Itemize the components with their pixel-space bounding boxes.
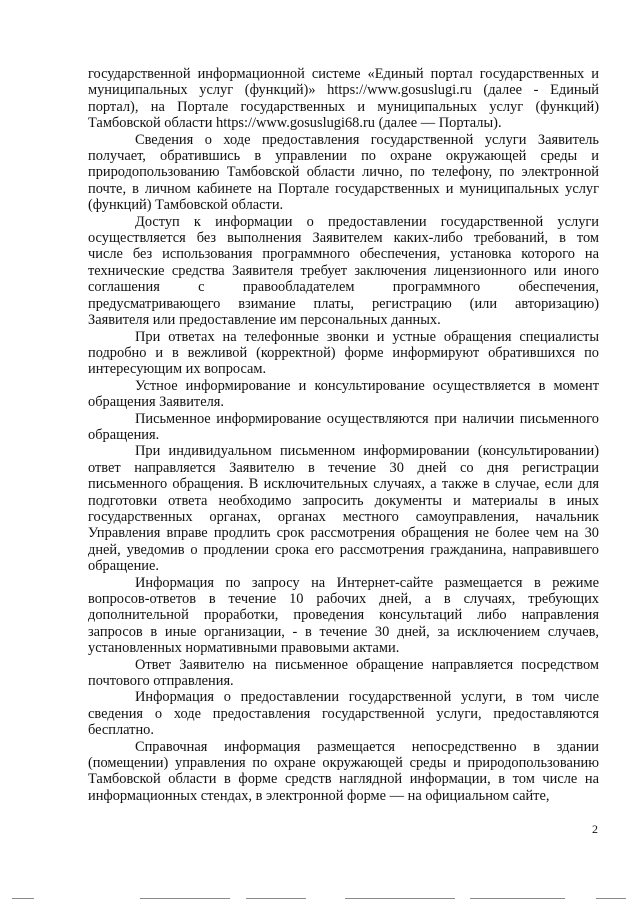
text-line: Справочная информация размещается непосредственно в здании [135, 738, 599, 755]
paragraph [88, 378, 599, 411]
text-line: подготовки ответа необходимо запросить документы и материалы в иных [88, 492, 599, 509]
text-line: числе без использования программного обеспечения, установка которого на [88, 246, 599, 263]
text-line: обращения. [88, 426, 160, 443]
text-line: При ответах на телефонные звонки и устные обращения специалисты [135, 328, 599, 345]
text-line: государственных органах, органах местного самоуправления, начальник [88, 508, 599, 525]
text-line: осуществляется без выполнения Заявителем каких-либо требований, в том [88, 230, 599, 247]
paragraph [88, 443, 599, 574]
text-line: (функций) Тамбовской области. [88, 197, 284, 214]
text-line: Тамбовской области https://www.gosuslugi68.ru (далее — Порталы). [88, 115, 502, 132]
page-number: 2 [592, 822, 598, 836]
text-line: соглашения с правообладателем программного обеспечения, [88, 279, 599, 296]
text-line: Управления вправе продлить срок рассмотрения обращения не более чем на 30 [88, 525, 599, 542]
text-line: портал), на Портале государственных и муниципальных услуг (функций) [88, 98, 599, 115]
text-line: получает, обратившись в управлении по охране окружающей среды и [88, 148, 599, 165]
text-line: обращения Заявителя. [88, 394, 224, 411]
paragraph [88, 739, 599, 805]
text-line: предусматривающего взимание платы, регистрацию (или авторизацию) [88, 295, 599, 312]
text-line: почте, в личном кабинете на Портале государственных и муниципальных услуг [88, 180, 599, 197]
text-line: При индивидуальном письменном информировании (консультировании) [135, 443, 599, 460]
text-line: технические средства Заявителя требует заключения лицензионного или иного [88, 262, 599, 279]
text-line: Доступ к информации о предоставлении государственной услуги [135, 213, 599, 230]
text-line: ответ направляется Заявителю в течение 30 дней со дня регистрации [88, 459, 599, 476]
text-line: бесплатно. [88, 722, 154, 739]
text-line: государственной информационной системе «Единый портал государственных и [88, 66, 599, 82]
text-line: Устное информирование и консультирование осуществляется в момент [135, 377, 599, 394]
scan-edge-marks [0, 896, 640, 902]
text-line: запросов в иные организации, - в течение 30 дней, за исключением случаев, [88, 623, 599, 640]
text-line: Тамбовской области в форме средств наглядной информации, в том числе на [88, 771, 599, 788]
text-line: сведения о ходе предоставления государственной услуги, предоставляются [88, 705, 599, 722]
document-body [88, 66, 599, 804]
text-line: обращение. [88, 558, 159, 575]
text-line: Информация о предоставлении государственной услуги, в том числе [135, 689, 599, 706]
paragraph [88, 689, 599, 738]
paragraph [88, 411, 599, 444]
text-line: интересующим их вопросам. [88, 361, 267, 378]
text-line: Сведения о ходе предоставления государственной услуги Заявитель [135, 131, 599, 148]
text-line: дней, уведомив о продлении срока его рассмотрения гражданина, направившего [88, 541, 599, 558]
text-line: (помещении) управления по охране окружающей среды и природопользованию [88, 755, 599, 772]
paragraph [88, 575, 599, 657]
text-line: подробно и в вежливой (корректной) форме информируют обратившихся по [88, 344, 599, 361]
text-line: вопросов-ответов в течение 10 рабочих дней, а в случаях, требующих [88, 591, 599, 607]
text-line: дополнительной проработки, проведения консультаций либо направления [88, 607, 599, 624]
text-line: почтового отправления. [88, 673, 234, 690]
text-line: природопользованию Тамбовской области лично, по телефону, по электронной [88, 164, 599, 181]
text-line: Письменное информирование осуществляются при наличии письменного [135, 410, 599, 427]
text-line: информационных стендах, в электронной форме — на официальном сайте, [88, 787, 550, 804]
paragraph [88, 66, 599, 132]
paragraph [88, 329, 599, 378]
text-line: муниципальных услуг (функций)» https://www.gosuslugi.ru (далее - Единый [88, 82, 599, 99]
paragraph [88, 657, 599, 690]
text-line: Информация по запросу на Интернет-сайте размещается в режиме [135, 574, 599, 591]
text-line: Заявителя или предоставление им персональных данных. [88, 312, 441, 329]
text-line: Ответ Заявителю на письменное обращение направляется посредством [135, 656, 599, 673]
paragraph [88, 214, 599, 329]
text-line: установленных нормативными правовыми актами. [88, 640, 400, 657]
text-line: письменного обращения. В исключительных случаях, а также в случае, если для [88, 476, 599, 493]
paragraph [88, 132, 599, 214]
